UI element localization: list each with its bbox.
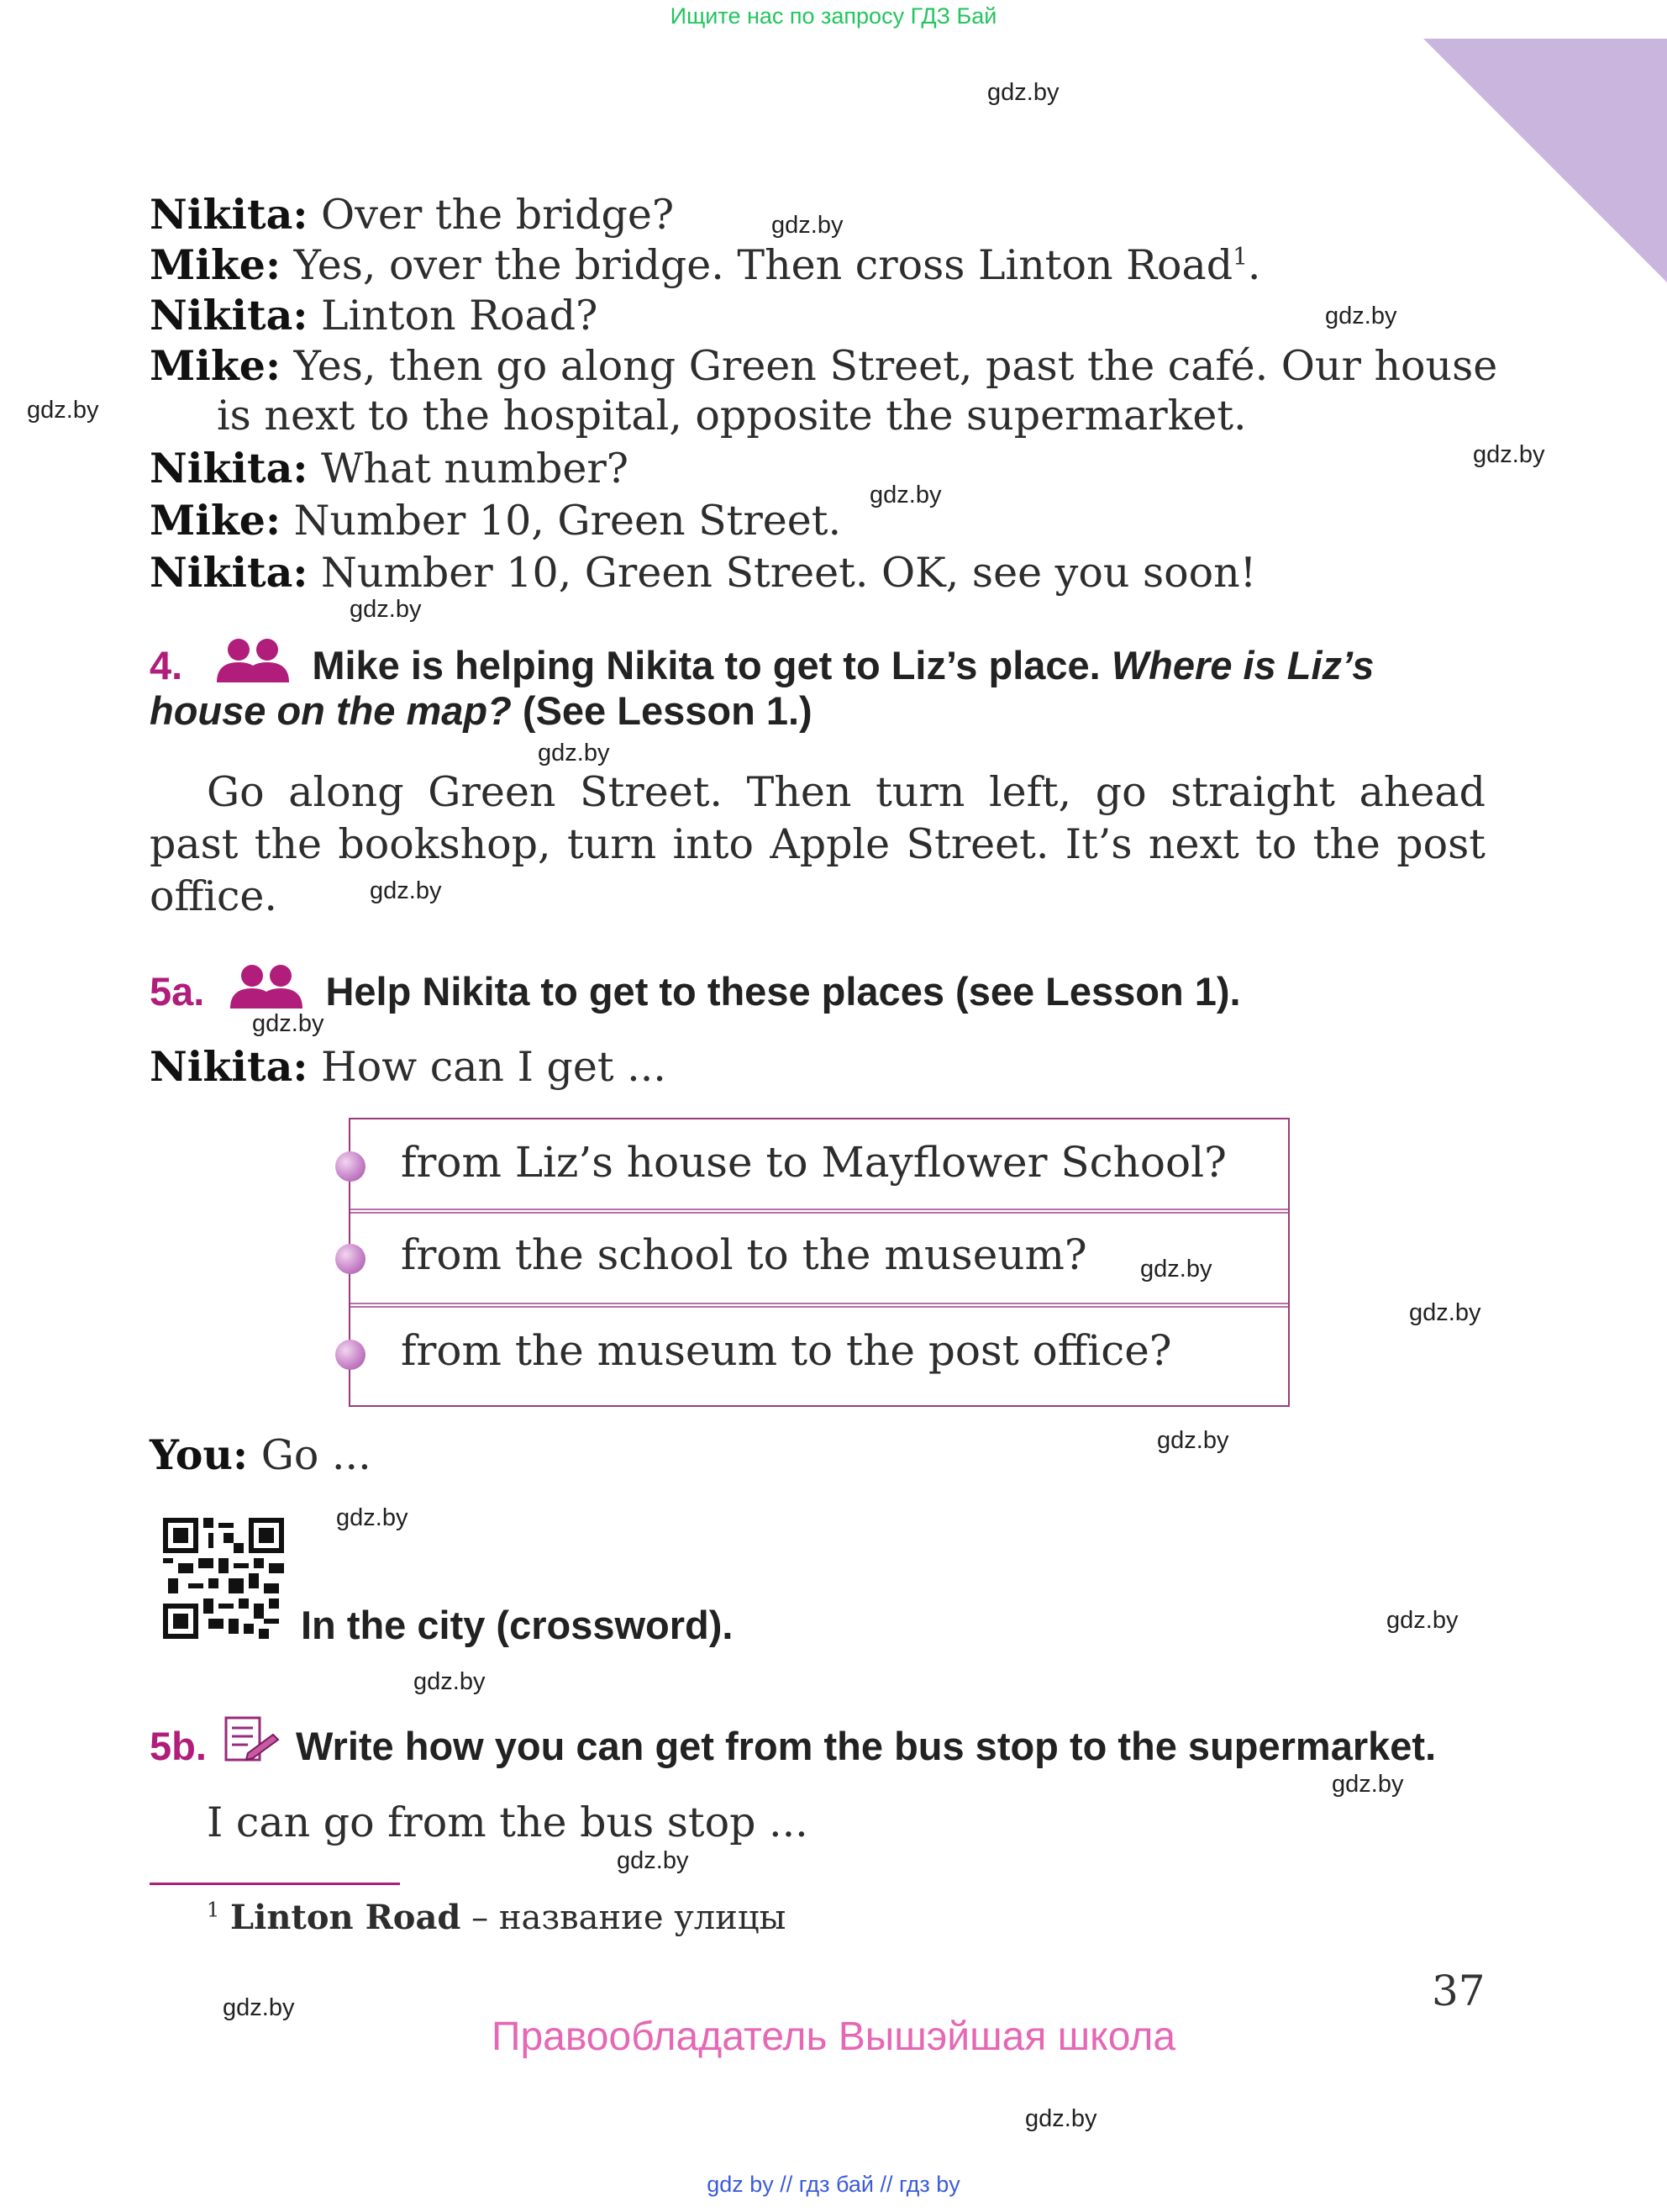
watermark: gdz.by <box>870 482 942 508</box>
dialogue-line: Mike: Yes, over the bridge. Then cross Linton Road$^1$. <box>150 240 1261 289</box>
dialogue-line: Nikita: Linton Road? <box>150 291 598 340</box>
watermark: gdz.by <box>223 1994 295 2021</box>
pair-work-icon <box>213 637 291 684</box>
watermark: gdz.by <box>617 1847 689 1874</box>
watermark: gdz.by <box>413 1668 486 1695</box>
list-item <box>350 1119 1288 1210</box>
qr-code-icon[interactable] <box>163 1518 284 1639</box>
bullet-icon <box>335 1340 365 1370</box>
list-item-text: from Liz’s house to Mayflower School? <box>401 1138 1227 1187</box>
list-item-text: from the museum to the post office? <box>401 1326 1172 1375</box>
page-corner-decoration <box>1423 39 1667 282</box>
pair-work-icon <box>227 963 304 1010</box>
watermark: gdz.by <box>27 397 99 424</box>
watermark: gdz.by <box>1140 1256 1212 1282</box>
destinations-box <box>349 1118 1290 1407</box>
watermark: gdz.by <box>1386 1607 1459 1634</box>
dialogue-line: Nikita: What number? <box>150 444 629 492</box>
task-4-answer: Go along Green Street. Then turn left, go straight ahead past the bookshop, turn into Apple Street. It’s next to the post office. <box>150 768 1486 920</box>
task-4-heading-line2: house on the map? (See Lesson 1.) <box>150 688 812 733</box>
watermark: gdz.by <box>1157 1427 1229 1454</box>
footer-links[interactable]: gdz by // гдз бай // гдз by <box>707 2172 960 2197</box>
copyright-notice: Правообладатель Вышэйшая школа <box>491 2014 1176 2059</box>
list-item <box>350 1308 1288 1398</box>
watermark: gdz.by <box>1473 441 1545 468</box>
dialogue-line: Nikita: Number 10, Green Street. OK, see you soon! <box>150 548 1257 597</box>
task-5b-answer: I can go from the bus stop ... <box>207 1799 808 1846</box>
watermark: gdz.by <box>1409 1299 1481 1326</box>
watermark: gdz.by <box>1325 303 1397 329</box>
footnote-divider <box>150 1883 400 1885</box>
dialogue-line: Nikita: Over the bridge? <box>150 190 675 239</box>
watermark: gdz.by <box>987 79 1060 106</box>
footnote: $^1$ Linton Road – название улицы <box>207 1898 786 1937</box>
watermark: gdz.by <box>1332 1771 1404 1798</box>
dialogue-continuation: is next to the hospital, opposite the supermarket. <box>217 392 1247 440</box>
qr-caption: In the city (crossword). <box>301 1603 734 1647</box>
watermark: gdz.by <box>370 877 442 904</box>
list-item <box>350 1214 1288 1304</box>
top-banner[interactable]: Ищите нас по запросу ГДЗ Бай <box>670 3 997 29</box>
task-5a-heading: 5a. Help Nikita to get to these places (see Lesson 1). <box>150 963 1241 1014</box>
list-item-text: from the school to the museum? <box>401 1230 1087 1279</box>
dialogue-line: Mike: Number 10, Green Street. <box>150 496 842 545</box>
watermark: gdz.by <box>252 1010 324 1037</box>
task-number: 4. <box>150 643 183 687</box>
watermark: gdz.by <box>1025 2105 1097 2132</box>
watermark: gdz.by <box>336 1504 408 1531</box>
watermark: gdz.by <box>771 212 844 239</box>
task-number: 5b. <box>150 1724 207 1768</box>
bullet-icon <box>335 1151 365 1182</box>
task-number: 5a. <box>150 969 205 1014</box>
watermark: gdz.by <box>350 596 422 623</box>
task-5b-heading: 5b. Write how you can get from the bus stop to the supermarket. <box>150 1716 1436 1769</box>
bullet-icon <box>335 1244 365 1274</box>
task-5a-prompt: Nikita: How can I get ... <box>150 1042 666 1091</box>
task-4-heading: 4. Mike is helping Nikita to get to Liz’s place. Where is Liz’s <box>150 637 1374 688</box>
task-5a-you-line: You: Go ... <box>150 1430 371 1479</box>
dialogue-line: Mike: Yes, then go along Green Street, past the café. Our house <box>150 341 1498 390</box>
writing-icon <box>223 1716 280 1763</box>
watermark: gdz.by <box>538 740 610 766</box>
page-number: 37 <box>1432 1967 1486 2015</box>
